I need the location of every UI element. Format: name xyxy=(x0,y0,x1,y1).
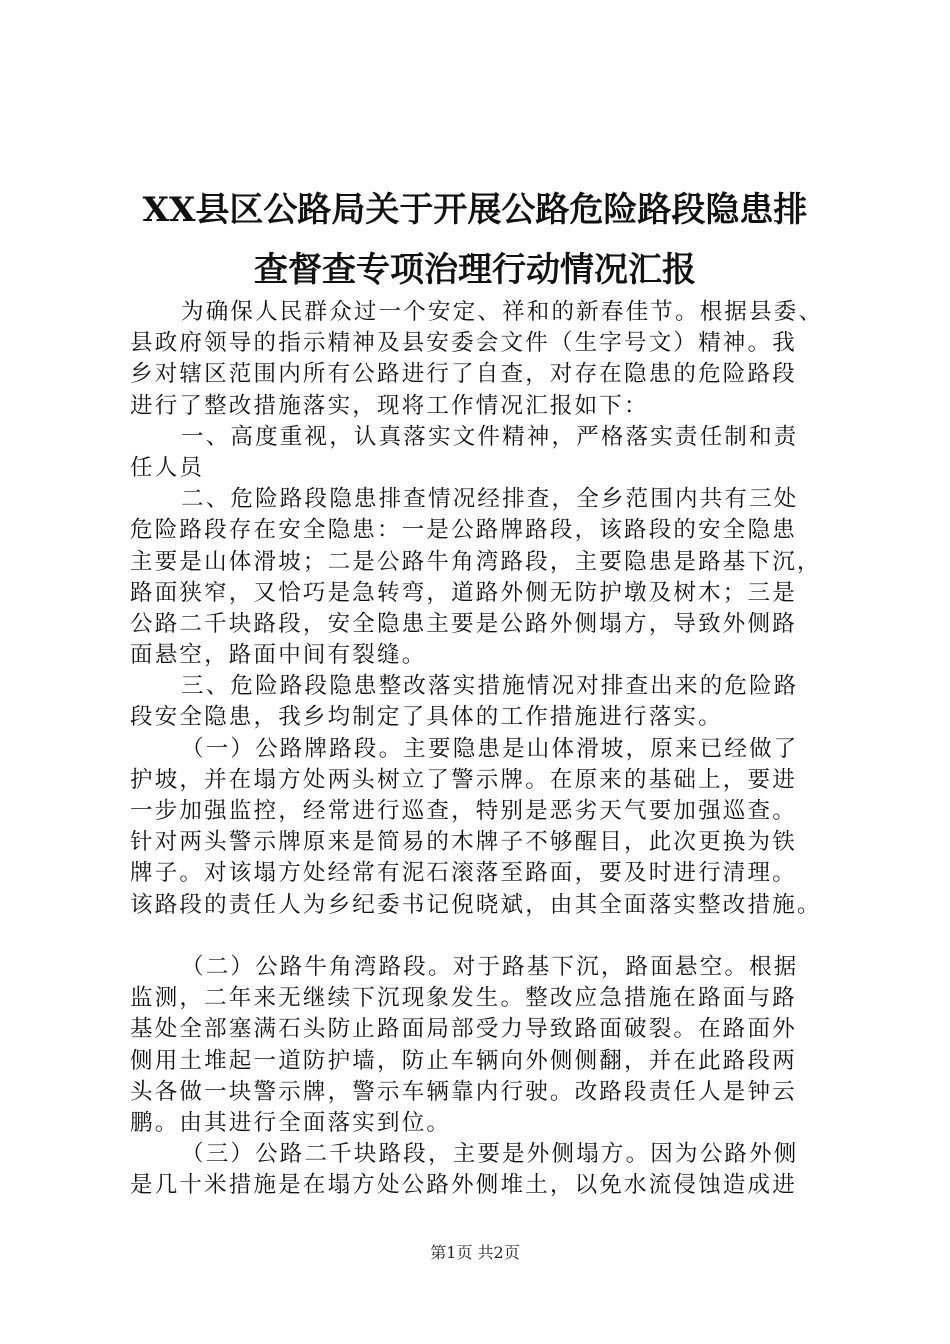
body-text-line: 一、高度重视，认真落实文件精神，严格落实责任制和责 xyxy=(181,423,799,450)
body-text-line: （一）公路牌路段。主要隐患是山体滑坡，原来已经做了 xyxy=(181,735,799,762)
blank-line xyxy=(130,921,860,952)
body-text-line: 监测，二年来无继续下沉现象发生。整改应急措施在路面与路 xyxy=(130,985,797,1012)
body-text-line: 县政府领导的指示精神及县安委会文件（生字号文）精神。我 xyxy=(130,330,797,357)
body-text-line: 主要是山体滑坡；二是公路牛角湾路段，主要隐患是路基下沉， xyxy=(130,548,822,575)
body-text-line: 为确保人民群众过一个安定、祥和的新春佳节。根据县委、 xyxy=(181,299,824,325)
body-text-line: 公路二千块路段，安全隐患主要是公路外侧塌方，导致外侧路 xyxy=(130,610,797,637)
document-title-line-2: 查督查专项治理行动情况汇报 xyxy=(254,250,696,290)
body-text-line: 一步加强监控，经常进行巡查，特别是恶劣天气要加强巡查。 xyxy=(130,798,797,824)
body-text-line: （二）公路牛角湾路段。对于路基下沉，路面悬空。根据 xyxy=(181,953,799,980)
body-text-line: 是几十米措施是在塌方处公路外侧堆土，以免水流侵蚀造成进 xyxy=(130,1172,797,1199)
body-text-line: 护坡，并在塌方处两头树立了警示牌。在原来的基础上，要进 xyxy=(130,766,797,793)
body-text-line: 路面狭窄，又恰巧是急转弯，道路外侧无防护墩及树木；三是 xyxy=(130,579,797,606)
body-text-line: 段安全隐患，我乡均制定了具体的工作措施进行落实。 xyxy=(130,704,723,731)
body-text-line: 任人员 xyxy=(130,454,205,481)
body-text-line: 基处全部塞满石头防止路面局部受力导致路面破裂。在路面外 xyxy=(130,1016,797,1043)
body-text-line: 三、危险路段隐患整改落实措施情况对排查出来的危险路 xyxy=(181,673,799,700)
body-text-line: 针对两头警示牌原来是简易的木牌子不够醒目，此次更换为铁 xyxy=(130,829,797,856)
body-text-line: （三）公路二千块路段，主要是外侧塌方。因为公路外侧 xyxy=(181,1141,799,1168)
body-text-line: 面悬空，路面中间有裂缝。 xyxy=(130,642,427,669)
document-title-line-1: XX县区公路局关于开展公路危险路段隐患排 xyxy=(142,190,808,230)
body-text-line: 侧用土堆起一道防护墙，防止车辆向外侧侧翻，并在此路段两 xyxy=(130,1047,797,1074)
page-footer: 第1页 共2页 xyxy=(430,1243,520,1262)
body-text-line: 二、危险路段隐患排查情况经排查，全乡范围内共有三处 xyxy=(181,486,799,513)
body-text-line: 头各做一块警示牌，警示车辆靠内行驶。改路段责任人是钟云 xyxy=(130,1078,797,1105)
body-text-line: 鹏。由其进行全面落实到位。 xyxy=(130,1109,452,1136)
body-text-line: 牌子。对该塌方处经常有泥石滚落至路面，要及时进行清理。 xyxy=(130,860,797,887)
body-text-line: 乡对辖区范围内所有公路进行了自查，对存在隐患的危险路段 xyxy=(130,361,797,388)
document-body xyxy=(130,297,860,1201)
body-text-line: 进行了整改措施落实，现将工作情况汇报如下： xyxy=(130,392,649,419)
body-text-line: 该路段的责任人为乡纪委书记倪晓斌，由其全面落实整改措施。 xyxy=(130,891,822,918)
body-text-line: 危险路段存在安全隐患：一是公路牌路段，该路段的安全隐患 xyxy=(130,517,797,544)
